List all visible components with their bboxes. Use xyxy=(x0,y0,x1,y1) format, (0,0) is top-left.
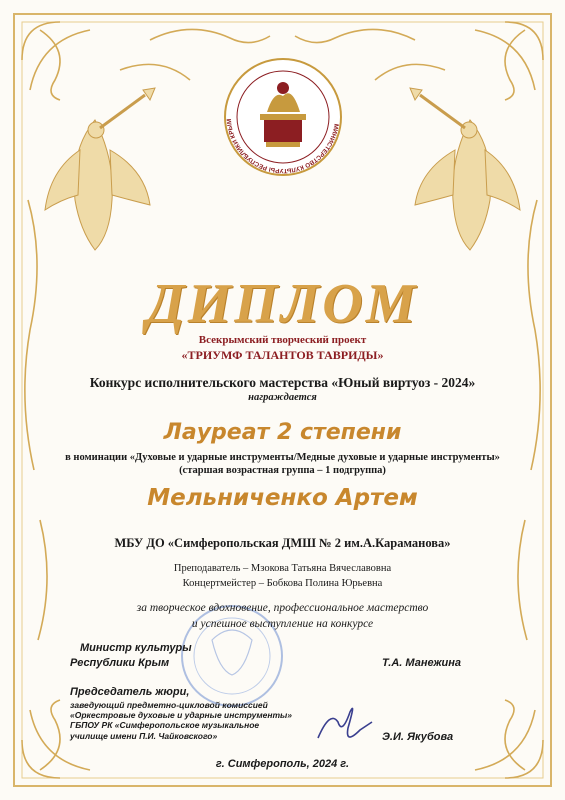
contest-name: Конкурс исполнительского мастерства «Юный виртуоз - 2024» xyxy=(89,375,476,390)
jury-chair-position-line4: училище имени П.И. Чайковского» xyxy=(70,731,218,741)
minister-title-line2: Республики Крым xyxy=(70,657,170,669)
minister-title-line1: Министр культуры xyxy=(80,642,192,654)
angel-right-illustration xyxy=(410,88,520,250)
jury-chair-title: Председатель жюри, xyxy=(70,686,190,698)
laureate-name: Мельниченко Артем xyxy=(147,485,418,511)
project-name-line1: Всекрымский творческий проект xyxy=(198,334,367,346)
handwritten-signature-jury xyxy=(318,708,372,738)
jury-chair-position-line3: ГБПОУ РК «Симферопольское музыкальное xyxy=(70,720,260,730)
emblem-ring-text: МИНИСТЕРСТВО КУЛЬТУРЫ РЕСПУБЛИКИ КРЫМ xyxy=(225,118,340,175)
jury-chair-position-line1: заведующий предметно-цикловой комиссией xyxy=(70,700,268,710)
jury-chair-name: Э.И. Якубова xyxy=(382,731,454,743)
reason-line2: и успешное выступление на конкурсе xyxy=(191,618,374,630)
minister-name: Т.А. Манежина xyxy=(382,657,462,669)
awarded-label: награждается xyxy=(248,392,317,403)
nomination-text: в номинации «Духовые и ударные инструменты/Медные духовые и ударные инструменты» xyxy=(65,452,500,463)
reason-line1: за творческое вдохновение, профессиональное мастерство xyxy=(136,602,429,614)
accompanist-line: Концертмейстер – Бобкова Полина Юрьевна xyxy=(182,578,383,589)
jury-chair-position-line2: «Оркестровые духовые и ударные инструменты» xyxy=(70,710,293,720)
angel-left-illustration xyxy=(45,88,155,250)
laureate-degree: Лауреат 2 степени xyxy=(163,420,402,445)
project-name-line2: «ТРИУМФ ТАЛАНТОВ ТАВРИДЫ» xyxy=(181,348,384,362)
age-group-text: (старшая возрастная группа – 1 подгруппа) xyxy=(179,465,386,476)
diploma-title: ДИПЛОМ xyxy=(146,273,419,335)
place-and-date: г. Симферополь, 2024 г. xyxy=(215,758,350,770)
ministry-emblem xyxy=(222,56,344,178)
school-name: МБУ ДО «Симферопольская ДМШ № 2 им.А.Караманова» xyxy=(114,536,451,550)
teacher-line: Преподаватель – Мзокова Татьяна Вячеславовна xyxy=(173,563,392,574)
emblem-icon xyxy=(222,56,344,178)
